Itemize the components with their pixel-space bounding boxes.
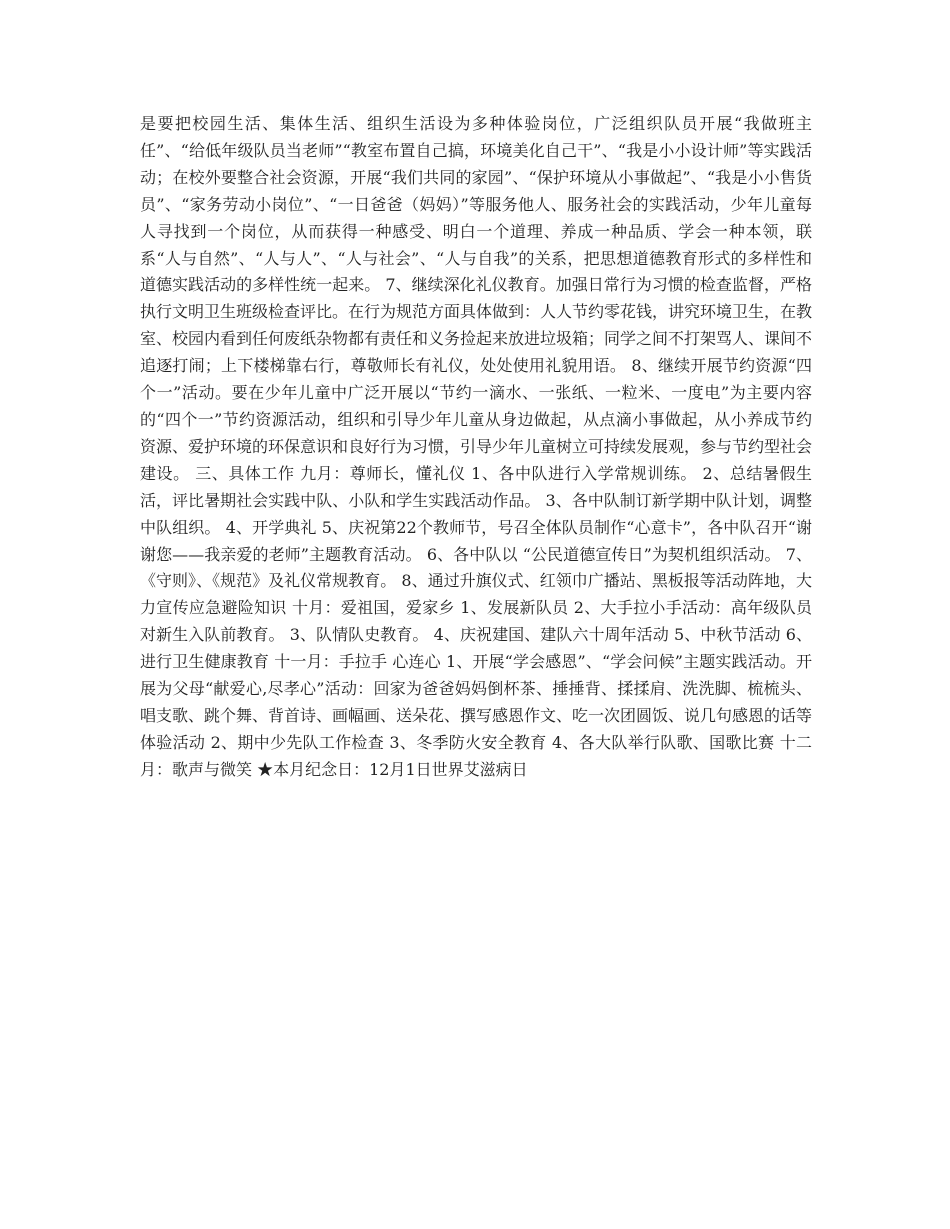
- body-paragraph: 是要把校园生活、集体生活、组织生活设为多种体验岗位，广泛组织队员开展“我做班主任”、“给低年级队员当老师”“教室布置自己搞，环境美化自己干”、“我是小小设计师”等实践活动；在校外要整合社会资源，开展“我们共同的家园”、“保护环境从小事做起”、“我是小小售货员”、“家务劳动小岗位”、“一日爸爸（妈妈）”等服务他人、服务社会的实践活动，少年儿童每人寻找到一个岗位，从而获得一种感受、明白一个道理、养成一种品质、学会一种本领，联系“人与自然”、“人与人”、“人与社会”、“人与自我”的关系，把思想道德教育形式的多样性和道德实践活动的多样性统一起来。 7、继续深化礼仪教育。加强日常行为习惯的检查监督，严格执行文明卫生班级检查评比。在行为规范方面具体做到：人人节约零花钱，讲究环境卫生，在教室、校园内看到任何废纸杂物都有责任和义务捡起来放进垃圾箱；同学之间不打架骂人、课间不追逐打闹；上下楼梯靠右行，尊敬师长有礼仪，处处使用礼貌用语。 8、继续开展节约资源“四个一”活动。要在少年儿童中广泛开展以“节约一滴水、一张纸、一粒米、一度电”为主要内容的“四个一”节约资源活动，组织和引导少年儿童从身边做起，从点滴小事做起，从小养成节约资源、爱护环境的环保意识和良好行为习惯，引导少年儿童树立可持续发展观，参与节约型社会建设。 三、具体工作 九月：尊师长，懂礼仪 1、各中队进行入学常规训练。 2、总结暑假生活，评比暑期社会实践中队、小队和学生实践活动作品。 3、各中队制订新学期中队计划，调整中队组织。 4、开学典礼 5、庆祝第22个教师节，号召全体队员制作“心意卡”，各中队召开“谢谢您——我亲爱的老师”主题教育活动。 6、各中队以 “公民道德宣传日”为契机组织活动。 7、《守则》、《规范》及礼仪常规教育。 8、通过升旗仪式、红领巾广播站、黑板报等活动阵地，大力宣传应急避险知识 十月：爱祖国，爱家乡 1、发展新队员 2、大手拉小手活动：高年级队员对新生入队前教育。 3、队情队史教育。 4、庆祝建国、建队六十周年活动 5、中秋节活动 6、进行卫生健康教育 十一月：手拉手 心连心 1、开展“学会感恩”、“学会问候”主题实践活动。开展为父母“献爱心,尽孝心”活动：回家为爸爸妈妈倒杯茶、捶捶背、揉揉肩、洗洗脚、梳梳头、唱支歌、跳个舞、背首诗、画幅画、送朵花、撰写感恩作文、吃一次团圆饭、说几句感恩的话等体验活动 2、期中少先队工作检查 3、冬季防火安全教育 4、各大队举行队歌、国歌比赛 十二月：歌声与微笑 ★本月纪念日：12月1日世界艾滋病日: [140, 114, 813, 779]
